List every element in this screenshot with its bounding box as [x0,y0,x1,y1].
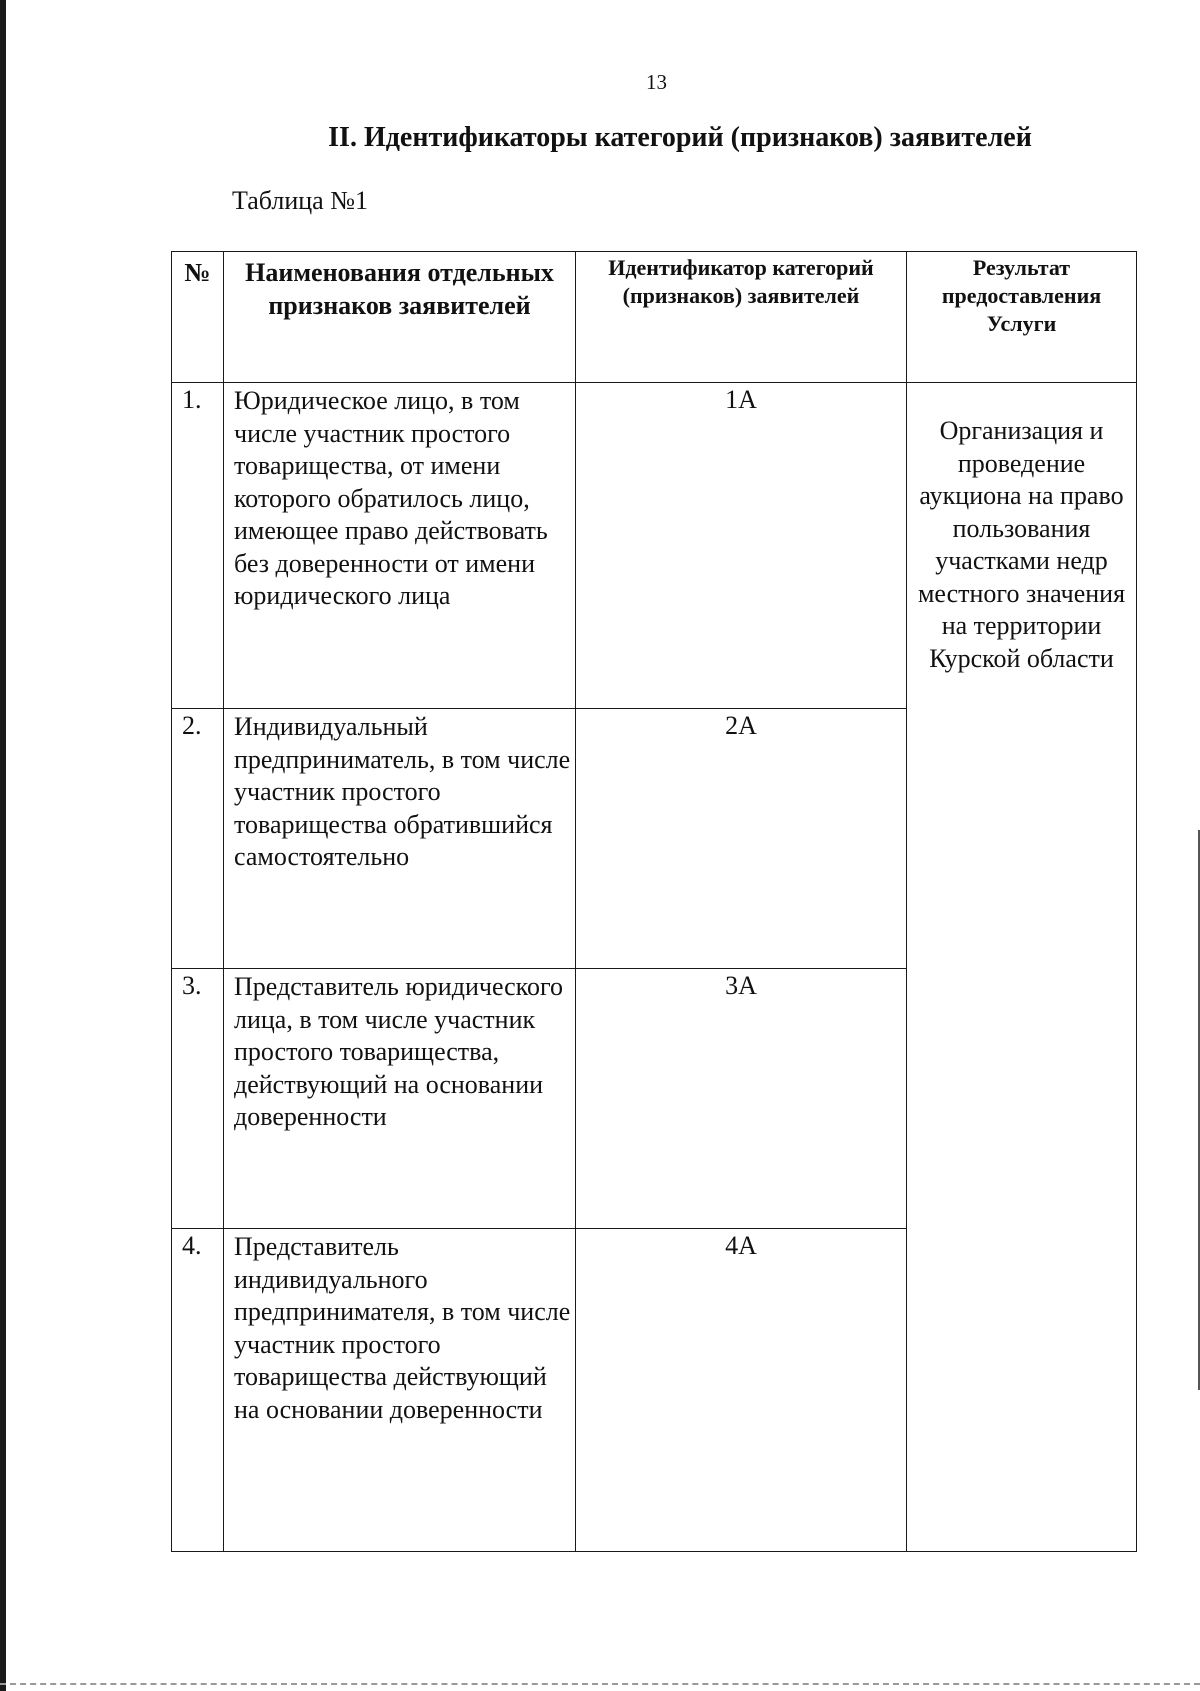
header-name: Наименования отдельных признаков заявителей [224,252,576,383]
scan-left-edge [0,0,6,1691]
header-id: Идентификатор категорий (признаков) заявителей [576,252,907,383]
row-id: 4А [576,1229,907,1552]
row-num: 2. [172,709,224,969]
table-label: Таблица №1 [232,186,369,215]
row-num: 4. [172,1229,224,1552]
result-text: Организация и проведение аукциона на право пользования участками недр местного значения на территории Курской области [917,416,1126,673]
scan-bottom-edge [0,1683,1200,1685]
page-number: 13 [646,70,667,94]
row-id: 3А [576,969,907,1229]
table-header-row [172,252,1137,383]
result-cell [907,383,1137,1552]
row-id: 2А [576,709,907,969]
row-id: 1А [576,383,907,709]
row-num: 1. [172,383,224,709]
row-name: Индивидуальный предприниматель, в том числе участник простого товарищества обратившийся самостоятельно [224,709,576,969]
table-row [172,383,1137,709]
header-result: Результат предоставления Услуги [907,252,1137,383]
row-name: Представитель юридического лица, в том числе участник простого товарищества, действующий на основании доверенности [224,969,576,1229]
row-num: 3. [172,969,224,1229]
applicant-categories-table [171,251,1137,1552]
header-num: № [172,252,224,383]
row-name: Юридическое лицо, в том числе участник простого товарищества, от имени которого обратилось лицо, имеющее право действовать без доверенности от имени юридического лица [224,383,576,709]
section-title: II. Идентификаторы категорий (признаков) заявителей [328,122,1032,153]
row-name: Представитель индивидуального предпринимателя, в том числе участник простого товарищества действующий на основании доверенности [224,1229,576,1552]
